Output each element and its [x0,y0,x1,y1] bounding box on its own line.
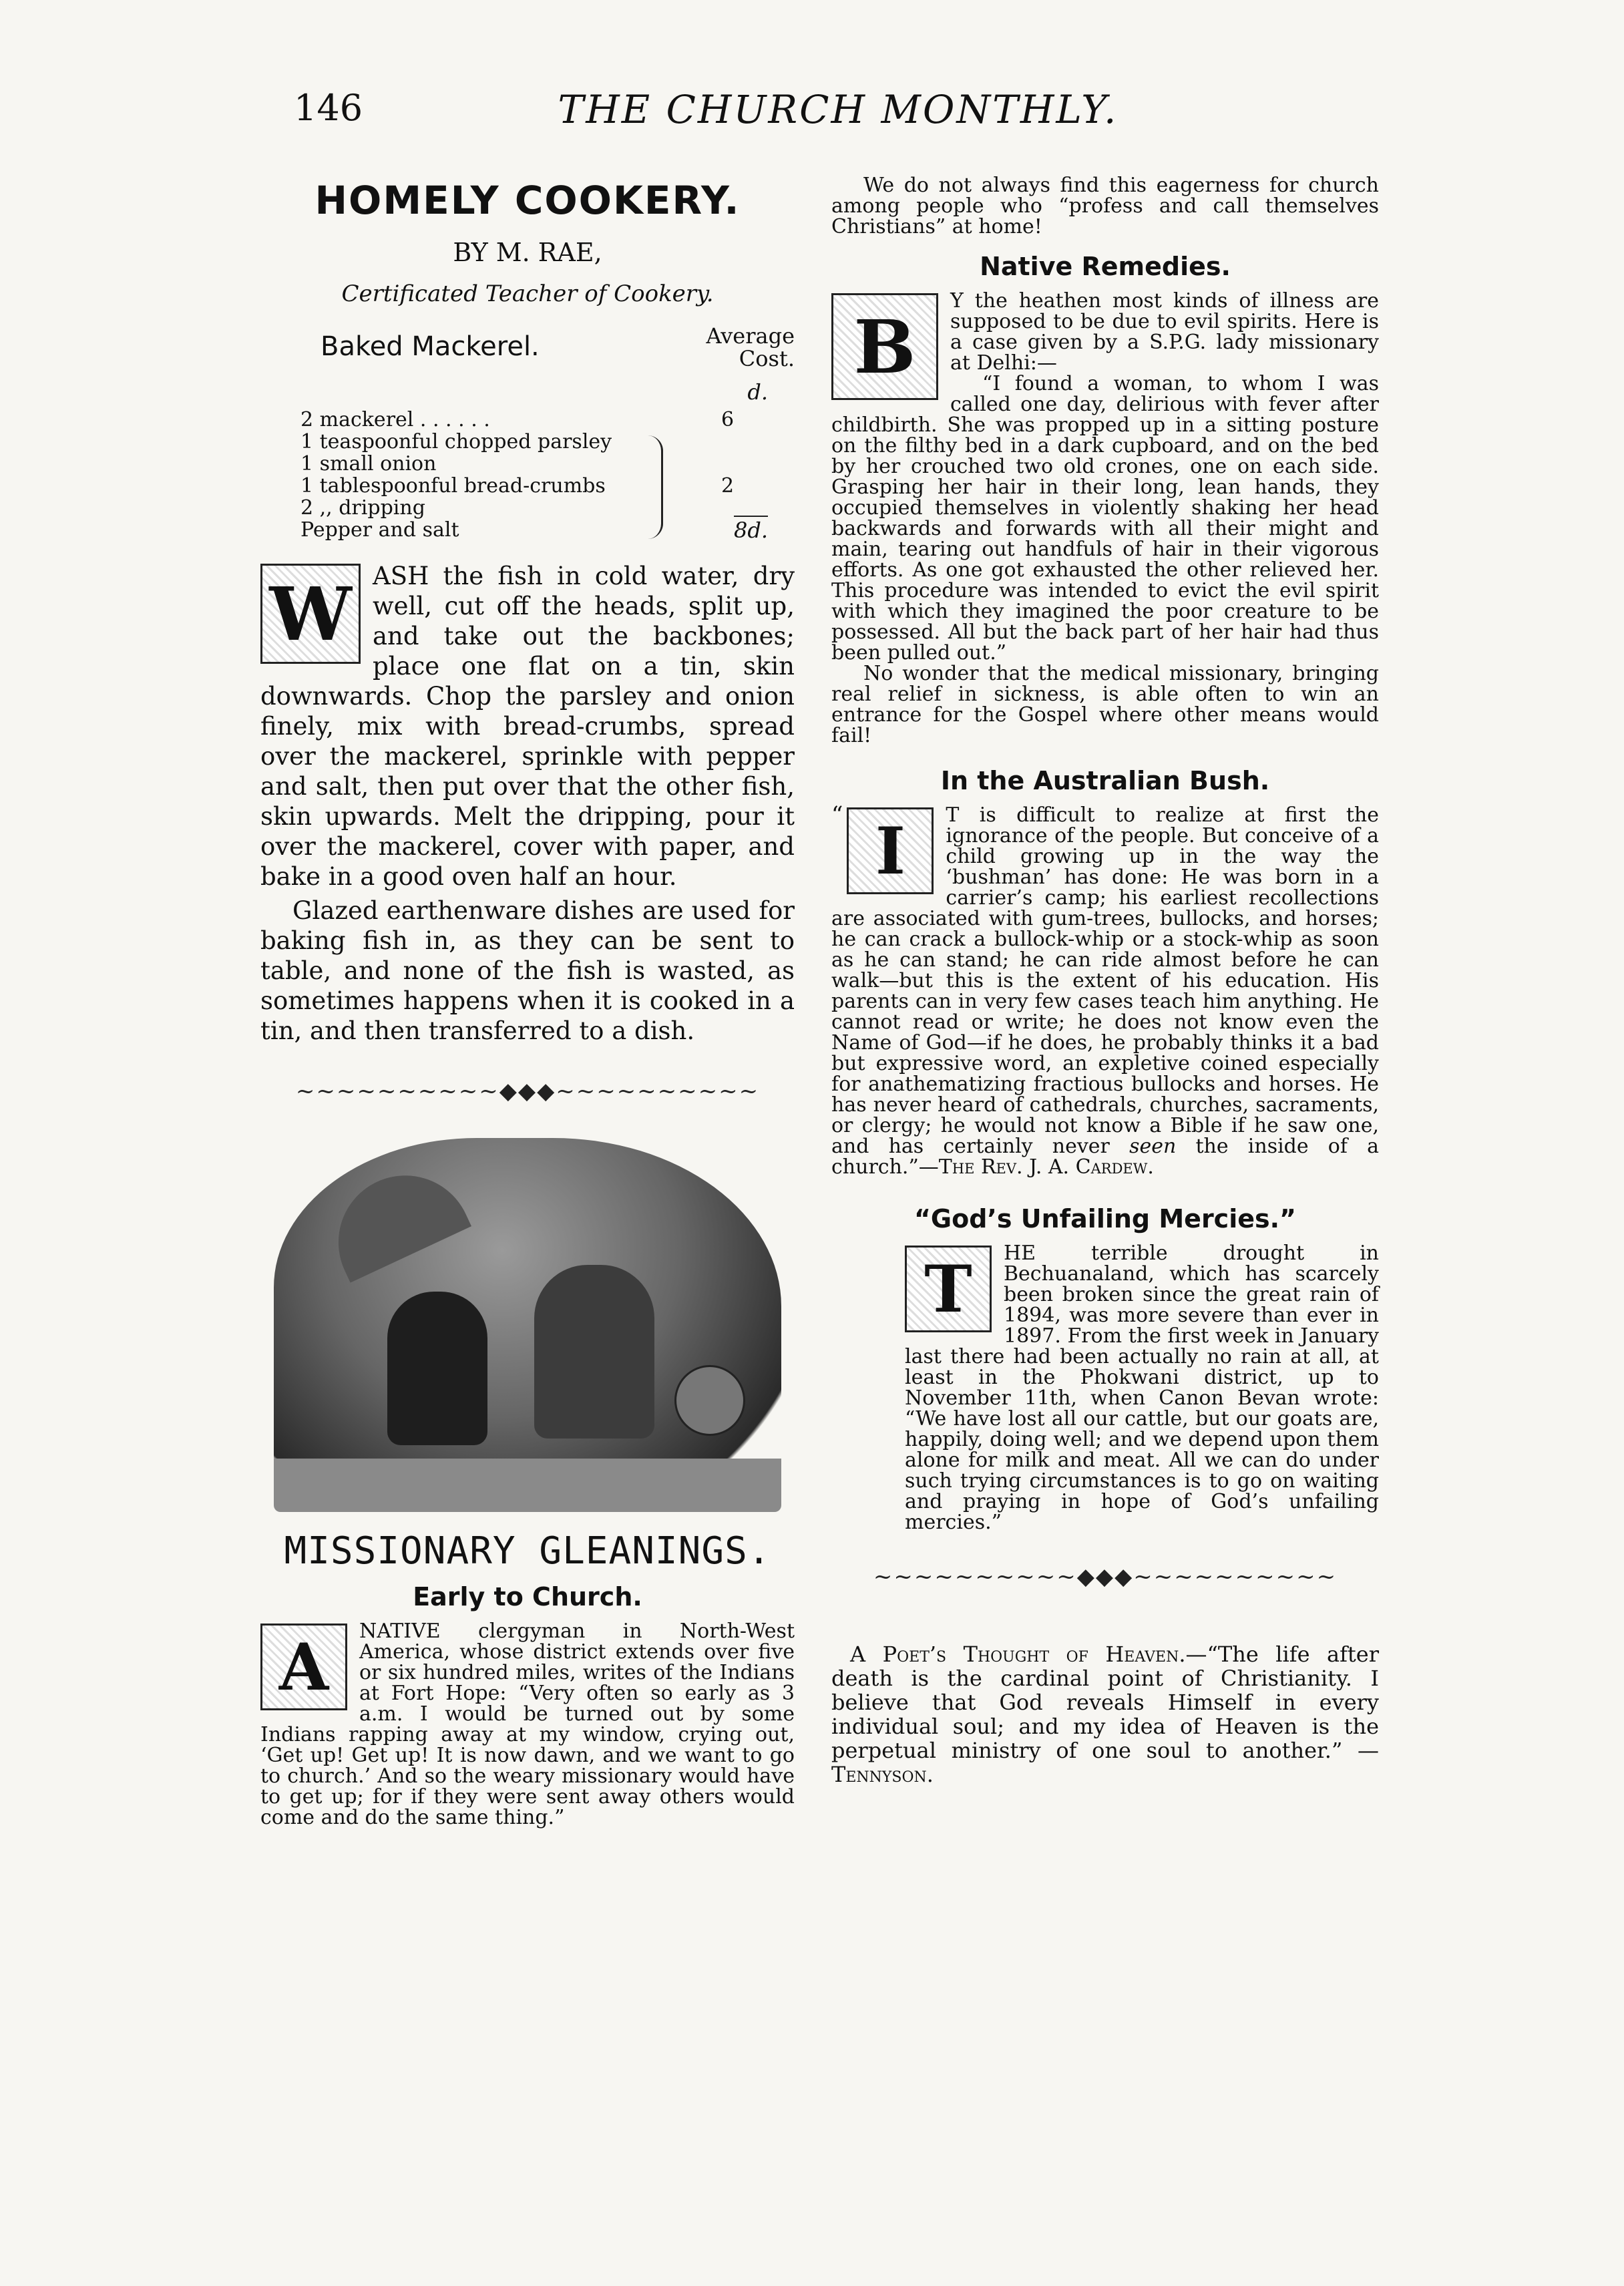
ingredient-item: Pepper and salt [300,518,459,542]
cookery-byline: BY M. RAE, [453,238,602,267]
remedies-lead: Y the heathen most kinds of illness are supposed to be due to evil spirits. Here is a case given by a S.P.G. lady missionary at Delhi:— [950,289,1379,375]
dropcap-a: A [260,1624,347,1710]
dropcap-t: T [905,1246,992,1332]
parasol-shape [674,1365,745,1436]
right-column [831,175,1379,1786]
cookery-credential: Certificated Teacher of Cookery. [341,280,714,307]
ingredient-item: 1 small onion [300,452,437,475]
cost-column-header [681,325,795,403]
cost-heading: Average Cost. [706,323,795,371]
bush-paragraph [831,801,1380,1179]
umbrella-shape [317,1153,471,1282]
bush-author: The Rev. J. A. Cardew. [938,1155,1154,1179]
cookery-paragraph [260,561,795,892]
child-figure-right [534,1265,654,1439]
mercies-paragraph [831,1243,1379,1533]
dropcap-b: B [831,293,938,400]
gleanings-title: MISSIONARY GLEANINGS. [284,1529,771,1573]
ornament-divider: ~~~~~~~~~~◆◆◆~~~~~~~~~~ [295,1078,760,1105]
early-church-paragraph [260,1621,795,1828]
price-mackerel: 6 [721,408,735,431]
bush-open-quote: “ [831,801,843,828]
children-illustration [274,1138,781,1512]
ingredient-item: 2 ,, dripping [300,496,425,520]
left-column [260,175,795,1828]
ground-shape [274,1459,781,1512]
dropcap-w: W [260,564,361,664]
remedies-quote: “I found a woman, to whom I was called one day, delirious with fever after childbirth. She was propped up in a sitting posture on the filthy bed in a dark cupboard, and on the bed by her crouched two old crones, one on each side. Grasping her hair in their long, lean hands, they occupied themselves in violently shaking her head backwards and forwards with all their might and main, tearing out handfuls of hair in their vigorous efforts. As one got exhausted the other relieved her. This procedure was intended to evict the evil spirit with which they imagined the poor creature to be possessed. All but the back part of her hair had thus been pulled out.” [831,372,1379,664]
recipe-header [260,325,795,405]
child-figure-left [387,1292,487,1445]
ingredient-item: 1 tablespoonful bread-crumbs [300,474,606,498]
running-title: THE CHURCH MONTHLY. [558,87,1119,132]
cookery-paragraph-2: Glazed earthenware dishes are used for baking fish in, as they can be sent to table, and none of the fish is wasted, as sometimes happens when it is cooked in a tin, and then transferred to a dish. [260,896,795,1045]
page-header [294,87,1382,140]
cookery-title: HOMELY COOKERY. [315,178,741,223]
mercies-heading: “God’s Unfailing Mercies.” [914,1204,1297,1233]
eagerness-paragraph: We do not always find this eagerness for church among people who “profess and call themselves Christians” at home! [831,174,1379,238]
page-number: 146 [294,87,363,129]
bush-end: the inside of a church.”— [831,1135,1380,1179]
ingredient-brace [648,435,663,539]
ingredient-item: 2 mackerel . . . . . . [300,408,490,431]
poet-label: A Poet’s Thought of Heaven. [850,1642,1186,1667]
remedies-close: No wonder that the medical missionary, bringing real relief in sickness, is able often to win an entrance for the Gospel where other means would fail! [831,662,1379,747]
bush-seen: seen [1129,1135,1177,1158]
ingredient-list [260,409,795,549]
mercies-text: HE terrible drought in Bechuanaland, which has scarcely been broken since the great rain of 1894, was more severe than ever in 1897. From the first week in January last there had been actually no rain at all, at least in the Phokwani district, up to November 11th, when Canon Bevan wrote: “We have lost all our cattle, but our goats are, happily, doing well; and we depend upon them alone for milk and meat. All we can do under such trying circumstances is to go on waiting and praying in hope of God’s unfailing mercies.” [905,1242,1379,1534]
bush-heading: In the Australian Bush. [940,766,1270,795]
remedies-paragraph [831,289,1379,390]
price-group: 2 [721,474,735,498]
poet-paragraph [831,1642,1379,1786]
poet-author: —Tennyson. [831,1738,1380,1787]
remedies-heading: Native Remedies. [980,252,1231,281]
total-cost: 8d. [734,516,768,542]
poet-text: —“The life after death is the cardinal point of Christianity. I believe that God reveals Himself in every individual soul; and my idea of Heaven is the perpetual ministry of one soul to another.” [831,1642,1379,1763]
cost-unit: d. [747,379,768,405]
ornament-divider-2: ~~~~~~~~~~◆◆◆~~~~~~~~~~ [873,1563,1338,1590]
ingredient-item: 1 teaspoonful chopped parsley [300,430,612,453]
dropcap-i: I [847,807,934,894]
bush-text: T is difficult to realize at first the ignorance of the people. But conceive of a child growing up in the way the ‘bushman’ has done: He was born in a carrier’s camp; his earliest recollections are associated with gum-trees, bullocks, and horses; he can crack a bullock-whip or a stock-whip as soon as he can stand; he can ride almost before he can walk—but this is the extent of his education. His parents can in very few cases teach him anything. He cannot read or write; he does not know even the Name of God—if he does, he probably thinks it a bad but expressive word, an expletive coined especially for anathematizing fractious bullocks and horses. He has never heard of cathedrals, churches, sacraments, or clergy; he would not know a Bible if he saw one, and has certainly never [831,803,1379,1158]
recipe-title: Baked Mackerel. [321,331,540,362]
early-church-text: NATIVE clergyman in North-West America, whose district extends over five or six hundred miles, writes of the Indians at Fort Hope: “Very often so early as 3 a.m. I would be turned out by some Indians rapping away at my window, crying out, ‘Get up! Get up! It is now dawn, and we want to go to church.’ And so the weary missionary would have to get up; for if they were sent away others would come and do the same thing.” [260,1620,795,1829]
cookery-paragraph-text: ASH the fish in cold water, dry well, cut off the heads, split up, and take out the backbones; place one flat on a tin, skin downwards. Chop the parsley and onion finely, mix with bread-crumbs, spread over the mackerel, sprinkle with pepper and salt, then put over that the other fish, skin upwards. Melt the dripping, pour it over the mackerel, cover with paper, and bake in a good oven half an hour. [260,562,795,891]
early-church-heading: Early to Church. [413,1582,642,1611]
